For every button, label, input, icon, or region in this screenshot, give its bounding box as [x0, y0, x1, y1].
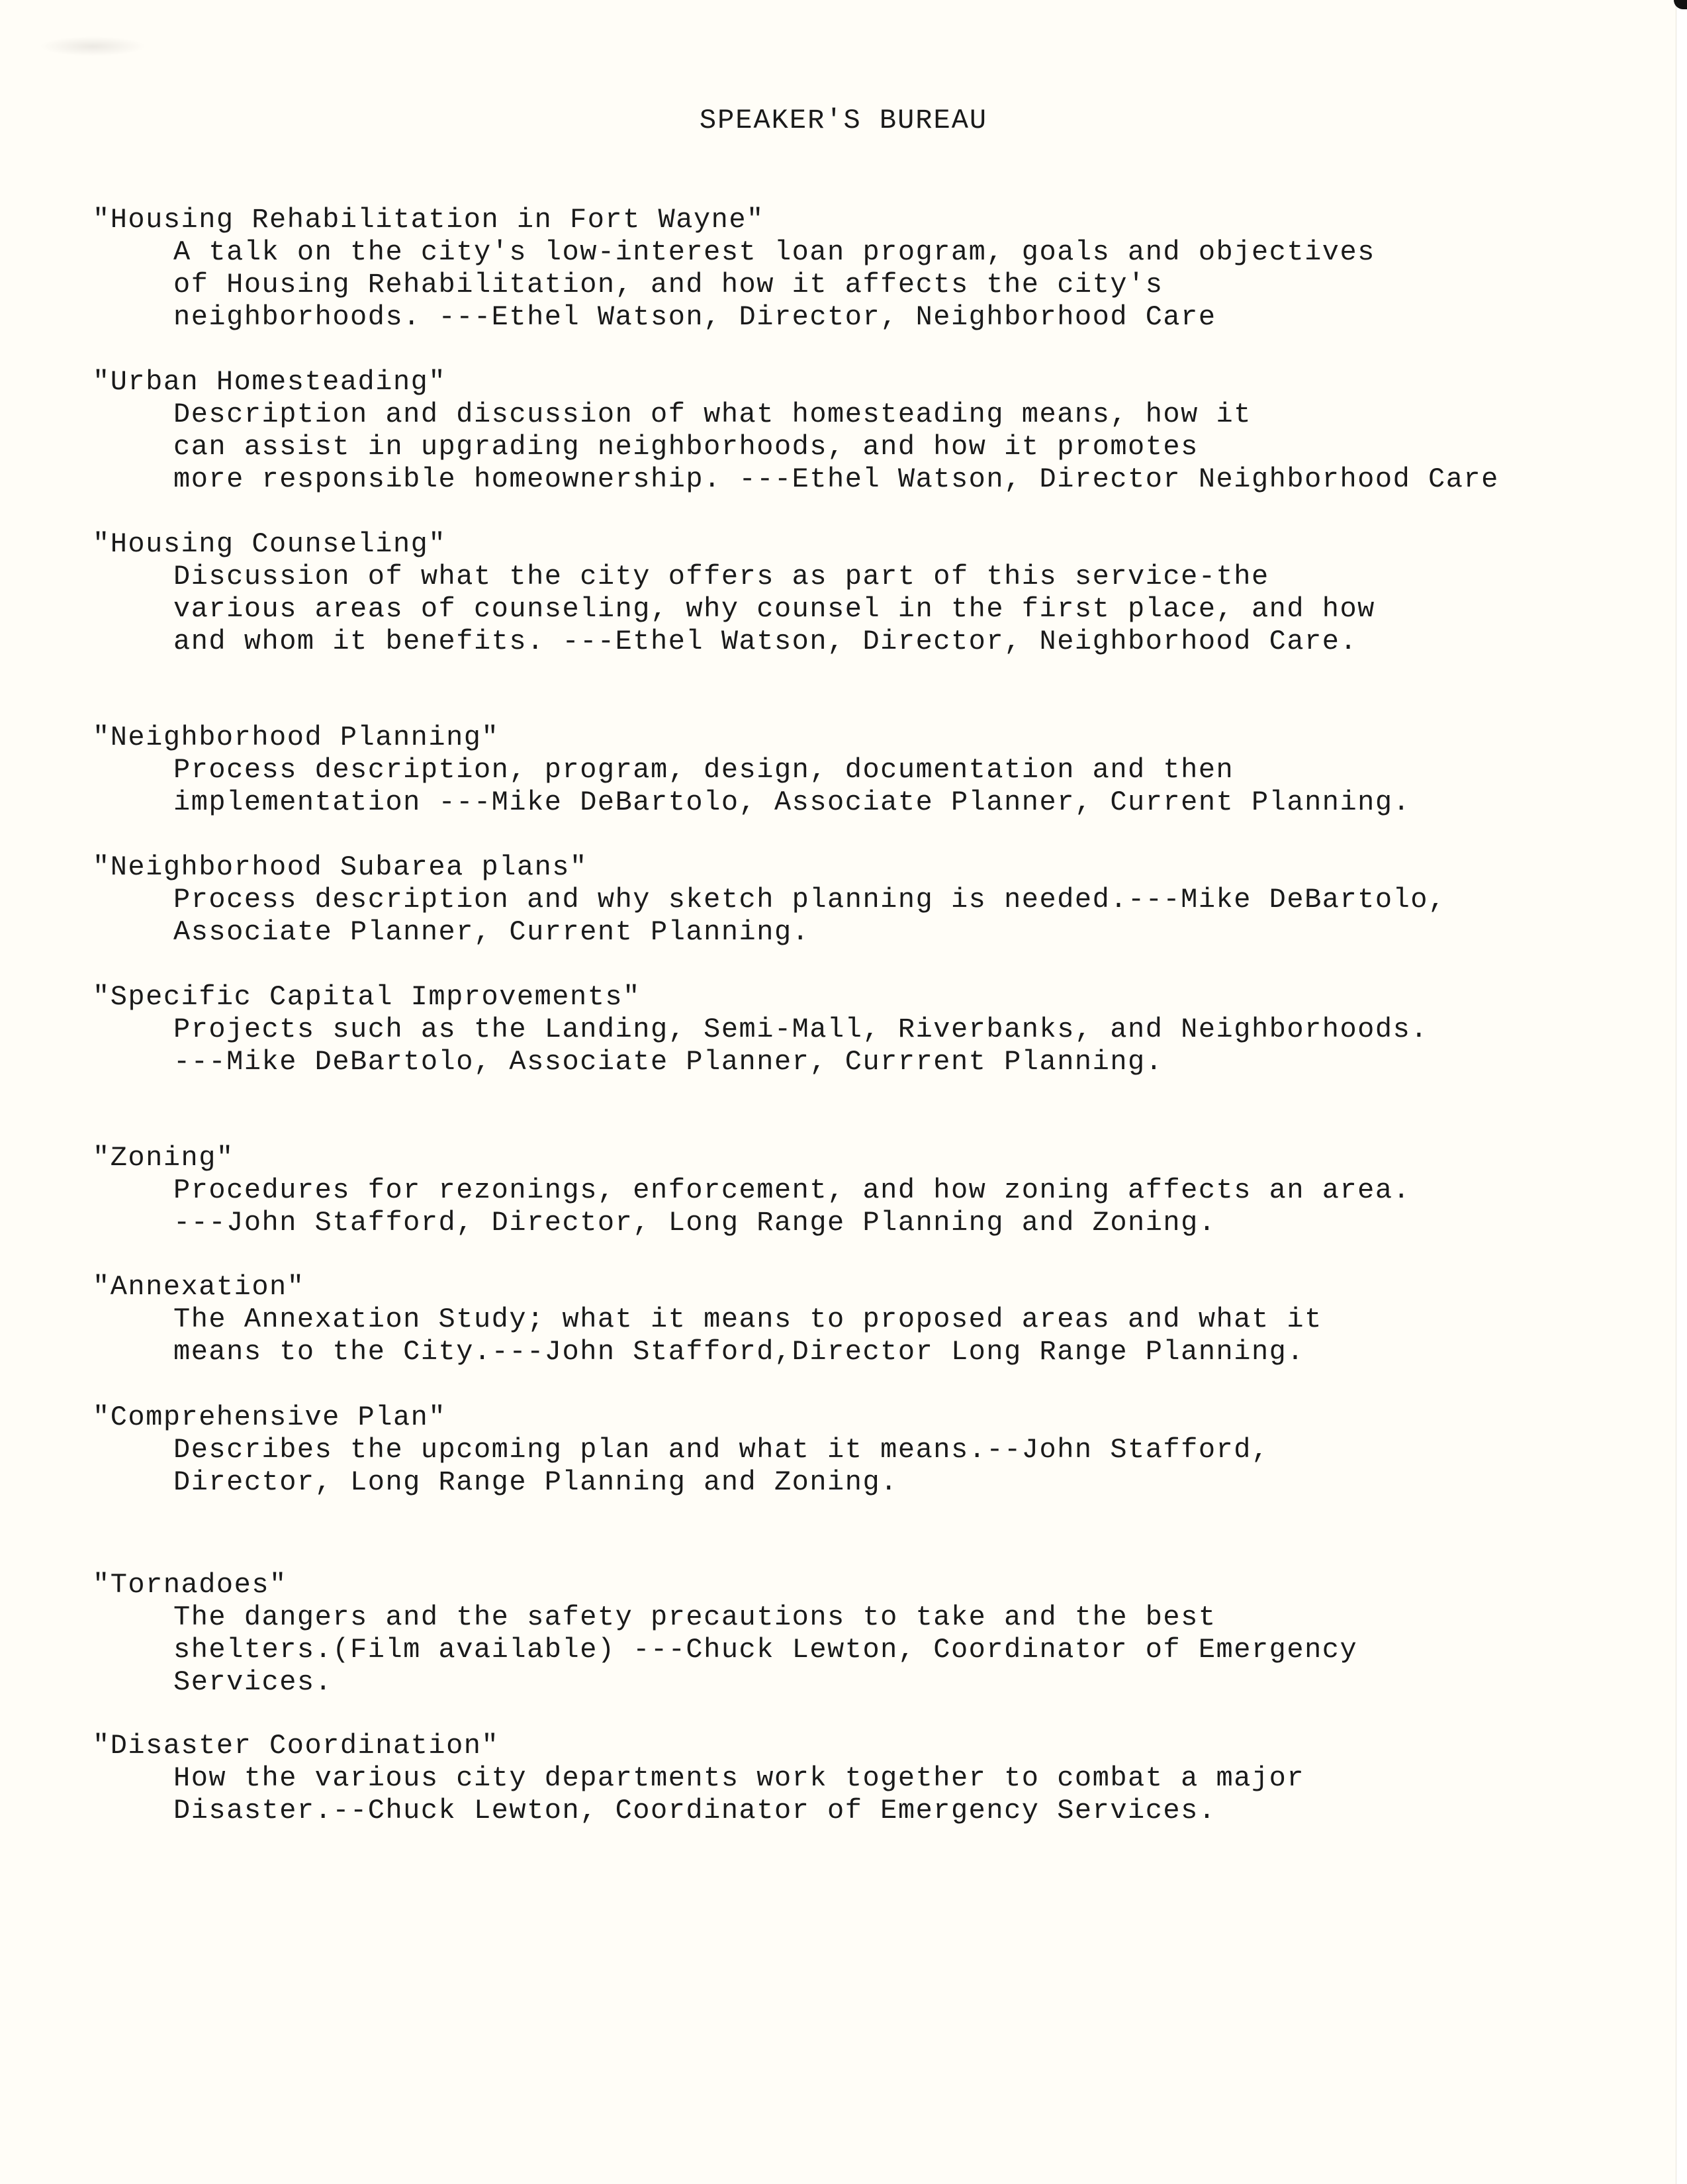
speaker-topic-entry — [93, 851, 1668, 949]
topic-description — [93, 1762, 1668, 1827]
description-line: Description and discussion of what homesteading means, how it — [173, 399, 1252, 430]
topic-description — [93, 884, 1668, 949]
topic-description — [93, 1014, 1668, 1078]
speaker-topic-entry — [93, 722, 1668, 819]
topic-heading: "Zoning" — [93, 1142, 234, 1174]
topic-description — [93, 1601, 1668, 1699]
topic-heading: "Disaster Coordination" — [93, 1730, 500, 1762]
topic-heading: "Neighborhood Subarea plans" — [93, 851, 588, 883]
description-line: various areas of counseling, why counsel in the first place, and how — [173, 593, 1375, 625]
description-line: The dangers and the safety precautions to take and the best — [173, 1601, 1216, 1633]
description-line: implementation ---Mike DeBartolo, Associate Planner, Current Planning. — [173, 786, 1411, 818]
topic-heading: "Housing Counseling" — [93, 528, 447, 560]
speaker-topic-entry — [93, 204, 1668, 334]
description-line: of Housing Rehabilitation, and how it affects the city's — [173, 269, 1163, 301]
description-line: Process description, program, design, documentation and then — [173, 754, 1234, 786]
description-line: Describes the upcoming plan and what it means.--John Stafford, — [173, 1434, 1269, 1466]
description-line: Associate Planner, Current Planning. — [173, 916, 810, 948]
topic-description — [93, 399, 1668, 496]
speaker-topic-entry — [93, 1271, 1668, 1368]
speaker-topic-entry — [93, 1730, 1668, 1827]
description-line: Projects such as the Landing, Semi-Mall, Riverbanks, and Neighborhoods. — [173, 1014, 1428, 1045]
topic-heading: "Annexation" — [93, 1271, 305, 1303]
topic-heading: "Urban Homesteading" — [93, 366, 447, 398]
description-line: Disaster.--Chuck Lewton, Coordinator of Emergency Services. — [173, 1795, 1216, 1827]
description-line: Director, Long Range Planning and Zoning. — [173, 1466, 898, 1498]
speaker-topic-entry — [93, 366, 1668, 496]
topic-heading: "Comprehensive Plan" — [93, 1401, 447, 1433]
description-line: Services. — [173, 1666, 333, 1698]
topic-description — [93, 1434, 1668, 1499]
speaker-topic-entry — [93, 528, 1668, 658]
description-line: The Annexation Study; what it means to proposed areas and what it — [173, 1304, 1322, 1335]
description-line: and whom it benefits. ---Ethel Watson, Director, Neighborhood Care. — [173, 626, 1358, 657]
description-line: more responsible homeownership. ---Ethel Watson, Director Neighborhood Care — [173, 463, 1499, 495]
speaker-topic-entry — [93, 1401, 1668, 1499]
description-line: can assist in upgrading neighborhoods, and how it promotes — [173, 431, 1199, 463]
description-line: ---John Stafford, Director, Long Range Planning and Zoning. — [173, 1207, 1216, 1239]
speaker-topic-entry — [93, 981, 1668, 1078]
description-line: ---Mike DeBartolo, Associate Planner, Currrent Planning. — [173, 1046, 1163, 1078]
topic-heading: "Housing Rehabilitation in Fort Wayne" — [93, 204, 764, 236]
topic-description — [93, 1304, 1668, 1368]
description-line: shelters.(Film available) ---Chuck Lewton, Coordinator of Emergency — [173, 1634, 1358, 1666]
topic-heading: "Tornadoes" — [93, 1569, 287, 1601]
speaker-topic-entry — [93, 1569, 1668, 1699]
topic-heading: "Neighborhood Planning" — [93, 722, 500, 753]
page-title: SPEAKER'S BUREAU — [699, 105, 988, 136]
topic-description — [93, 1174, 1668, 1239]
paper-smudge — [40, 36, 146, 56]
description-line: means to the City.---John Stafford,Director Long Range Planning. — [173, 1336, 1305, 1368]
description-line: Discussion of what the city offers as part of this service-the — [173, 561, 1269, 593]
description-line: Procedures for rezonings, enforcement, and how zoning affects an area. — [173, 1174, 1411, 1206]
description-line: A talk on the city's low-interest loan program, goals and objectives — [173, 236, 1375, 268]
description-line: Process description and why sketch planning is needed.---Mike DeBartolo, — [173, 884, 1446, 916]
topic-description — [93, 754, 1668, 819]
speaker-topic-entry — [93, 1142, 1668, 1239]
description-line: neighborhoods. ---Ethel Watson, Director, Neighborhood Care — [173, 301, 1216, 333]
topic-heading: "Specific Capital Improvements" — [93, 981, 641, 1013]
topic-description — [93, 236, 1668, 334]
description-line: How the various city departments work together to combat a major — [173, 1762, 1305, 1794]
topic-description — [93, 561, 1668, 658]
